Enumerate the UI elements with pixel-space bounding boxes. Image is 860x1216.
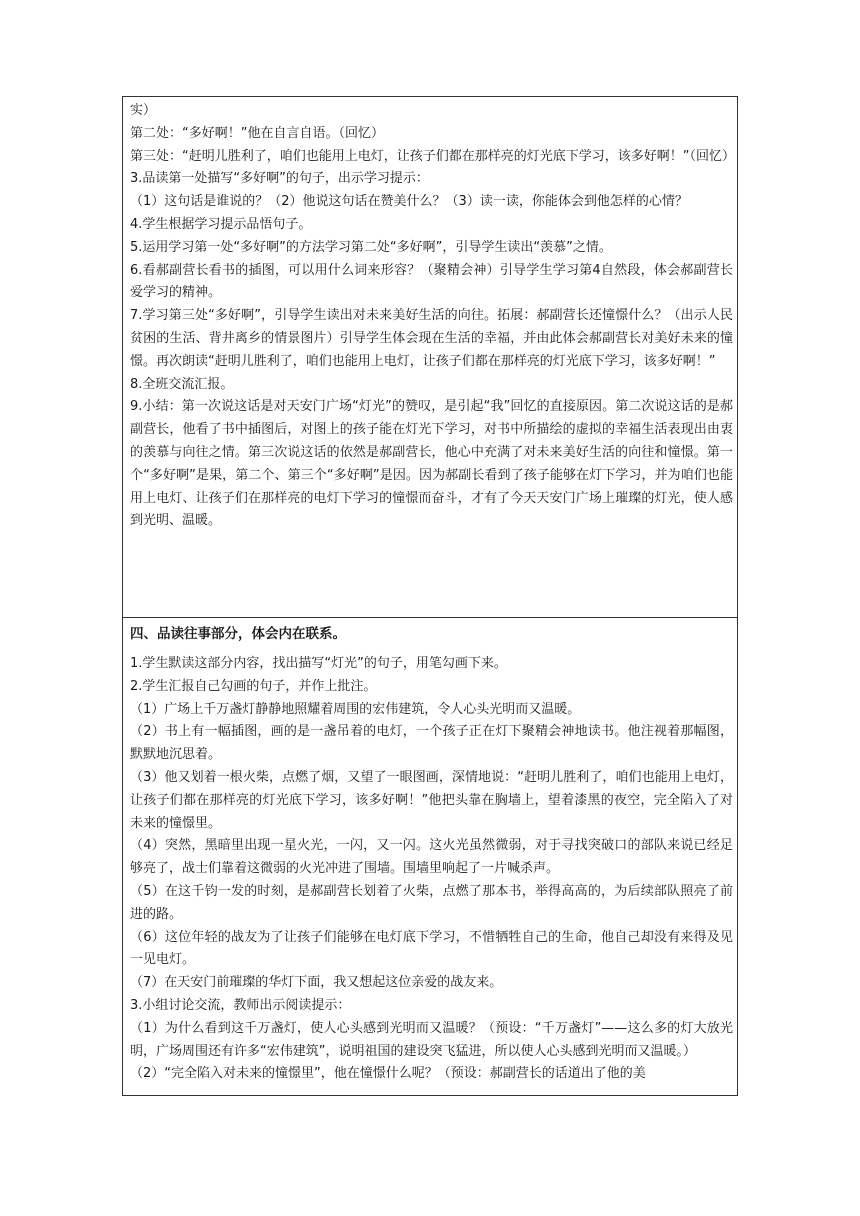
paragraph: 8.全班交流汇报。 xyxy=(130,376,234,392)
table-row-divider xyxy=(123,617,737,618)
paragraph: （3）他又划着一根火柴，点燃了烟，又望了一眼图画，深情地说：“赶明儿胜利了，咱们也能用上电灯，让孩子们都在那样亮的灯光底下学习，该多好啊！”他把头靠在胸墙上，望着漆黑的夜空，完全陷入了对未来的憧憬里。 xyxy=(130,769,733,831)
paragraph: 3.品读第一处描写“多好啊”的句子，出示学习提示： xyxy=(130,171,429,187)
paragraph: 1.学生默读这部分内容，找出描写“灯光”的句子，用笔勾画下来。 xyxy=(130,656,507,671)
paragraph: 2.学生汇报自己勾画的句子，并作上批注。 xyxy=(130,678,377,694)
paragraph: （7）在天安门前璀璨的华灯下面，我又想起这位亲爱的战友来。 xyxy=(130,975,503,991)
paragraph: 9.小结：第一次说这话是对天安门广场“灯光”的赞叹，是引起“我”回忆的直接原因。第二次说这话的是郝副营长，他看了书中插图后，对图上的孩子能在灯光下学习，对书中所描绘的虚拟的幸福生活表现出由衷的羡慕与向往之情。第三次说这话的依然是郝副营长，他心中充满了对未来美好生活的向往和憧憬。第一个“多好啊”是果，第二个、第三个“多好啊”是因。因为郝副长看到了孩子能够在灯下学习，并为咱们也能用上电灯、让孩子们在那样亮的电灯下学习的憧憬而奋斗，才有了今天天安门广场上璀璨的灯光，使人感到光明、温暖。 xyxy=(130,399,733,529)
paragraph: （2）“完全陷入对未来的憧憬里”，他在憧憬什么呢？（预设：郝副营长的话道出了他的美 xyxy=(130,1066,646,1082)
upper-table-cell xyxy=(130,100,733,533)
paragraph: （4）突然，黑暗里出现一星火光，一闪，又一闪。这火光虽然微弱，对于寻找突破口的部队来说已经足够亮了，战士们靠着这微弱的火光冲进了围墙。围墙里响起了一片喊杀声。 xyxy=(130,838,733,877)
paragraph: 3.小组讨论交流，教师出示阅读提示： xyxy=(130,997,351,1013)
paragraph: 7.学习第三处“多好啊”，引导学生读出对未来美好生活的向往。拓展：郝副营长还憧憬什么？（出示人民贫困的生活、背井离乡的情景图片）引导学生体会现在生活的幸福，并由此体会郝副营长对美好未来的憧憬。再次朗读“赶明儿胜利了，咱们也能用上电灯，让孩子们都在那样亮的灯光底下学习，该多好啊！” xyxy=(130,308,733,369)
paragraph: 实） xyxy=(130,103,157,118)
paragraph: （2）书上有一幅插图，画的是一盏吊着的电灯，一个孩子正在灯下聚精会神地读书。他注视着那幅图，默默地沉思着。 xyxy=(130,724,733,763)
paragraph: 6.看郝副营长看书的插图，可以用什么词来形容？（聚精会神）引导学生学习第4自然段，体会郝副营长爱学习的精神。 xyxy=(130,262,733,301)
paragraph: （1）广场上千万盏灯静静地照耀着周围的宏伟建筑，令人心头光明而又温暖。 xyxy=(130,701,581,717)
section-heading: 四、品读往事部分，体会内在联系。 xyxy=(130,626,346,642)
paragraph: （1）这句话是谁说的？（2）他说这句话在赞美什么？（3）读一读，你能体会到他怎样的心情？ xyxy=(130,194,688,210)
paragraph: （6）这位年轻的战友为了让孩子们能够在电灯底下学习，不惜牺牲自己的生命，他自己却没有来得及见一见电灯。 xyxy=(130,929,733,968)
lesson-plan-table xyxy=(122,96,738,1096)
paragraph: 第三处：“赶明儿胜利了，咱们也能用上电灯，让孩子们都在那样亮的灯光底下学习，该多好啊！”（回忆） xyxy=(130,148,735,164)
paragraph: （5）在这千钧一发的时刻，是郝副营长划着了火柴，点燃了那本书，举得高高的，为后续部队照亮了前进的路。 xyxy=(130,883,733,922)
paragraph: 5.运用学习第一处“多好啊”的方法学习第二处“多好啊”，引导学生读出“羡慕”之情。 xyxy=(130,239,612,255)
paragraph: 第二处：“多好啊！”他在自言自语。（回忆） xyxy=(130,125,384,141)
paragraph: 4.学生根据学习提示品悟句子。 xyxy=(130,216,312,232)
lower-table-cell xyxy=(130,623,733,1086)
paragraph: （1）为什么看到这千万盏灯，使人心头感到光明而又温暖？（预设：“千万盏灯”——这么多的灯大放光明，广场周围还有许多“宏伟建筑”，说明祖国的建设突飞猛进，所以使人心头感到光明而又温暖。） xyxy=(130,1020,733,1059)
